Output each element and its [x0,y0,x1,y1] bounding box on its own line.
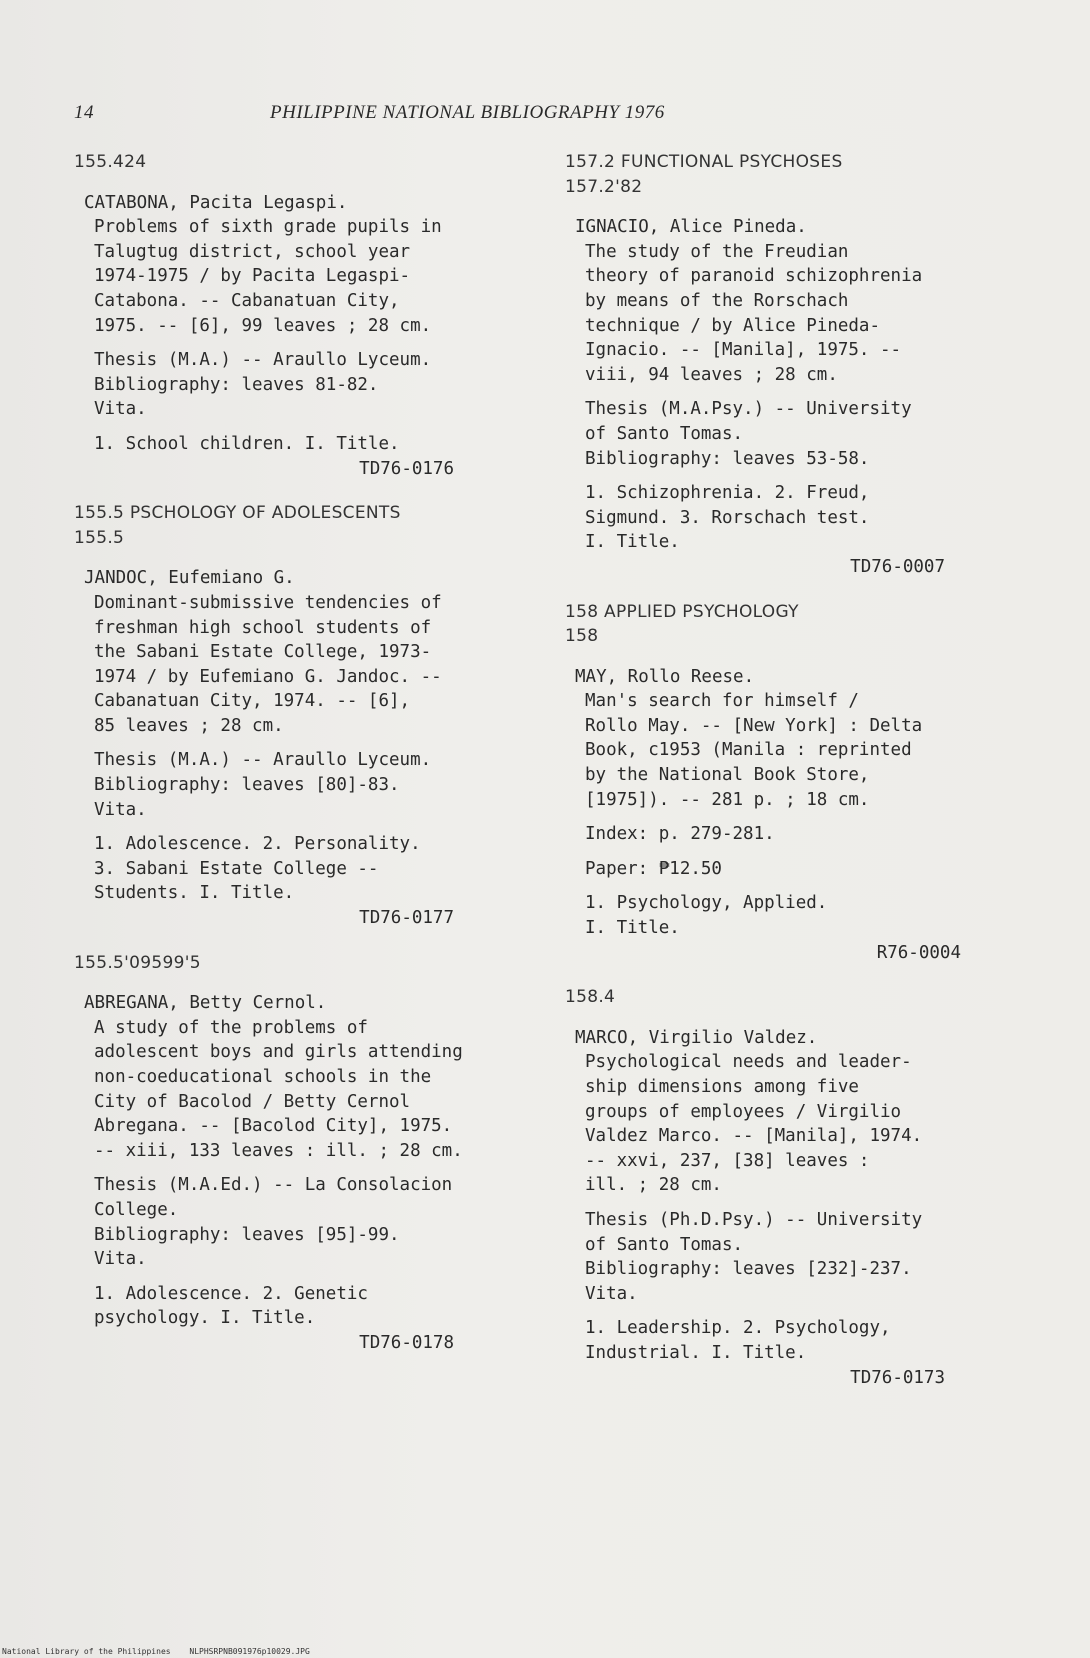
desc-line: viii, 94 leaves ; 28 cm. [585,364,838,385]
entry-heading: ABREGANA, Betty Cernol. [84,993,327,1014]
desc-line: by means of the Rorschach [585,290,849,311]
desc-line: Talugtug district, school year [94,241,411,262]
section-157-2 [565,150,1015,580]
subject-line: 1. Leadership. 2. Psychology, [585,1318,891,1339]
desc-line: theory of paranoid schizophrenia [585,266,923,287]
desc-line: The study of the Freudian [585,241,849,262]
entry-heading: MAY, Rollo Reese. [575,666,755,687]
catalog-entry-marco [565,1026,1015,1390]
desc-line: [1975]). -- 281 p. ; 18 cm. [585,789,870,810]
class-heading: 155.5 PSCHOLOGY OF ADOLESCENTS [74,503,401,524]
desc-line: 1974 / by Eufemiano G. Jandoc. -- [94,666,442,687]
desc-line: by the National Book Store, [585,765,870,786]
class-number: 155.424 [74,152,147,172]
left-column [74,150,524,1356]
desc-line: -- xiii, 133 leaves : ill. ; 28 cm. [94,1140,463,1161]
subject-line: Students. I. Title. [94,883,295,904]
subject-line: 1. Adolescence. 2. Personality. [94,834,421,855]
subject-line: 1. Psychology, Applied. [585,893,828,914]
subject-line: Industrial. I. Title. [585,1342,807,1363]
control-number: TD76-0007 [850,556,945,577]
control-number: TD76-0178 [359,1332,454,1353]
page-header [74,102,974,132]
note-line: Vita. [94,799,147,820]
desc-line: A study of the problems of [94,1017,368,1038]
desc-line: Abregana. -- [Bacolod City], 1975. [94,1116,453,1137]
note-line: of Santo Tomas. [585,1234,744,1255]
catalog-entry-catabona [74,191,524,482]
section-155-424 [74,150,524,481]
catalog-entry-jandoc [74,566,524,930]
note-line: Bibliography: leaves 53-58. [585,448,870,469]
control-number: R76-0004 [876,942,961,963]
note-line: Thesis (M.A.) -- Araullo Lyceum. [94,750,432,771]
desc-line: Ignacio. -- [Manila], 1975. -- [585,340,902,361]
class-heading: 157.2 FUNCTIONAL PSYCHOSES [565,152,843,172]
section-155-5 [74,501,524,931]
control-number: TD76-0177 [359,908,454,929]
desc-line: adolescent boys and girls attending [94,1042,463,1063]
desc-line: Man's search for himself / [585,691,859,712]
right-column [565,150,1015,1390]
desc-line: 1975. -- [6], 99 leaves ; 28 cm. [94,315,432,336]
note-line: Vita. [94,1249,147,1270]
class-number: 158 [565,626,599,647]
desc-line: freshman high school students of [94,617,432,638]
running-title: PHILIPPINE NATIONAL BIBLIOGRAPHY 1976 [270,102,665,123]
desc-line: Dominant-submissive tendencies of [94,592,442,613]
desc-line: Catabona. -- Cabanatuan City, [94,290,400,311]
subject-line: 1. School children. I. Title. [94,433,400,454]
desc-line: ship dimensions among five [585,1077,859,1097]
subject-line: Sigmund. 3. Rorschach test. [585,507,870,528]
class-number: 155.5 [74,527,125,548]
desc-line: groups of employees / Virgilio [585,1101,902,1122]
class-heading: 158 APPLIED PSYCHOLOGY [565,601,799,622]
desc-line: Rollo May. -- [New York] : Delta [585,715,923,736]
desc-line: -- xxvi, 237, [38] leaves : [585,1150,870,1171]
note-line: Thesis (M.A.Ed.) -- La Consolacion [94,1175,453,1196]
desc-line: Psychological needs and leader- [585,1052,912,1073]
section-158-4 [565,985,1015,1390]
entry-heading: JANDOC, Eufemiano G. [84,568,295,589]
entry-heading: IGNACIO, Alice Pineda. [575,217,807,238]
note-line: Vita. [94,399,147,420]
note-line: Thesis (M.A.Psy.) -- University [585,399,912,420]
catalog-entry-ignacio [565,215,1015,579]
note-line: of Santo Tomas. [585,423,744,444]
desc-line: technique / by Alice Pineda- [585,315,881,336]
desc-line: non-coeducational schools in the [94,1067,432,1087]
index-note: Index: p. 279-281. [585,824,775,845]
scan-footer [2,1647,324,1656]
control-number: TD76-0176 [359,458,454,479]
note-line: Bibliography: leaves [232]-237. [585,1259,912,1280]
catalog-entry-may [565,665,1015,966]
note-line: Vita. [585,1283,638,1304]
catalog-entry-abregana [74,991,524,1355]
price-note: Paper: ₱12.50 [585,858,722,879]
desc-line: 1974-1975 / by Pacita Legaspi- [94,266,411,287]
subject-line: I. Title. [585,532,680,553]
note-line: Thesis (M.A.) -- Araullo Lyceum. [94,350,432,371]
page-number: 14 [74,102,94,123]
desc-line: Valdez Marco. -- [Manila], 1974. [585,1126,923,1147]
subject-line: 1. Schizophrenia. 2. Freud, [585,483,870,504]
subject-line: 1. Adolescence. 2. Genetic [94,1283,368,1304]
note-line: College. [94,1199,179,1220]
section-158 [565,600,1015,966]
desc-line: Problems of sixth grade pupils in [94,217,442,238]
subject-line: I. Title. [585,918,680,939]
desc-line: Book, c1953 (Manila : reprinted [585,740,912,761]
desc-line: 85 leaves ; 28 cm. [94,715,284,736]
file-name: NLPHSRPNB091976p10029.JPG [189,1647,310,1656]
note-line: Bibliography: leaves [95]-99. [94,1224,400,1245]
library-credit: National Library of the Philippines [2,1647,171,1656]
desc-line: City of Bacolod / Betty Cernol [94,1091,411,1112]
desc-line: ill. ; 28 cm. [585,1175,722,1196]
desc-line: Cabanatuan City, 1974. -- [6], [94,691,411,712]
note-line: Bibliography: leaves 81-82. [94,374,379,395]
note-line: Bibliography: leaves [80]-83. [94,775,400,796]
subject-line: 3. Sabani Estate College -- [94,858,379,879]
note-line: Thesis (Ph.D.Psy.) -- University [585,1209,923,1230]
entry-heading: MARCO, Virgilio Valdez. [575,1027,818,1048]
class-number: 157.2'82 [565,176,643,197]
control-number: TD76-0173 [850,1367,945,1388]
class-number: 158.4 [565,987,616,1008]
class-number: 155.5'09599'5 [74,952,201,973]
section-155-5-09599-5 [74,951,524,1356]
entry-heading: CATABONA, Pacita Legaspi. [84,192,348,213]
desc-line: the Sabani Estate College, 1973- [94,642,432,663]
subject-line: psychology. I. Title. [94,1308,316,1329]
